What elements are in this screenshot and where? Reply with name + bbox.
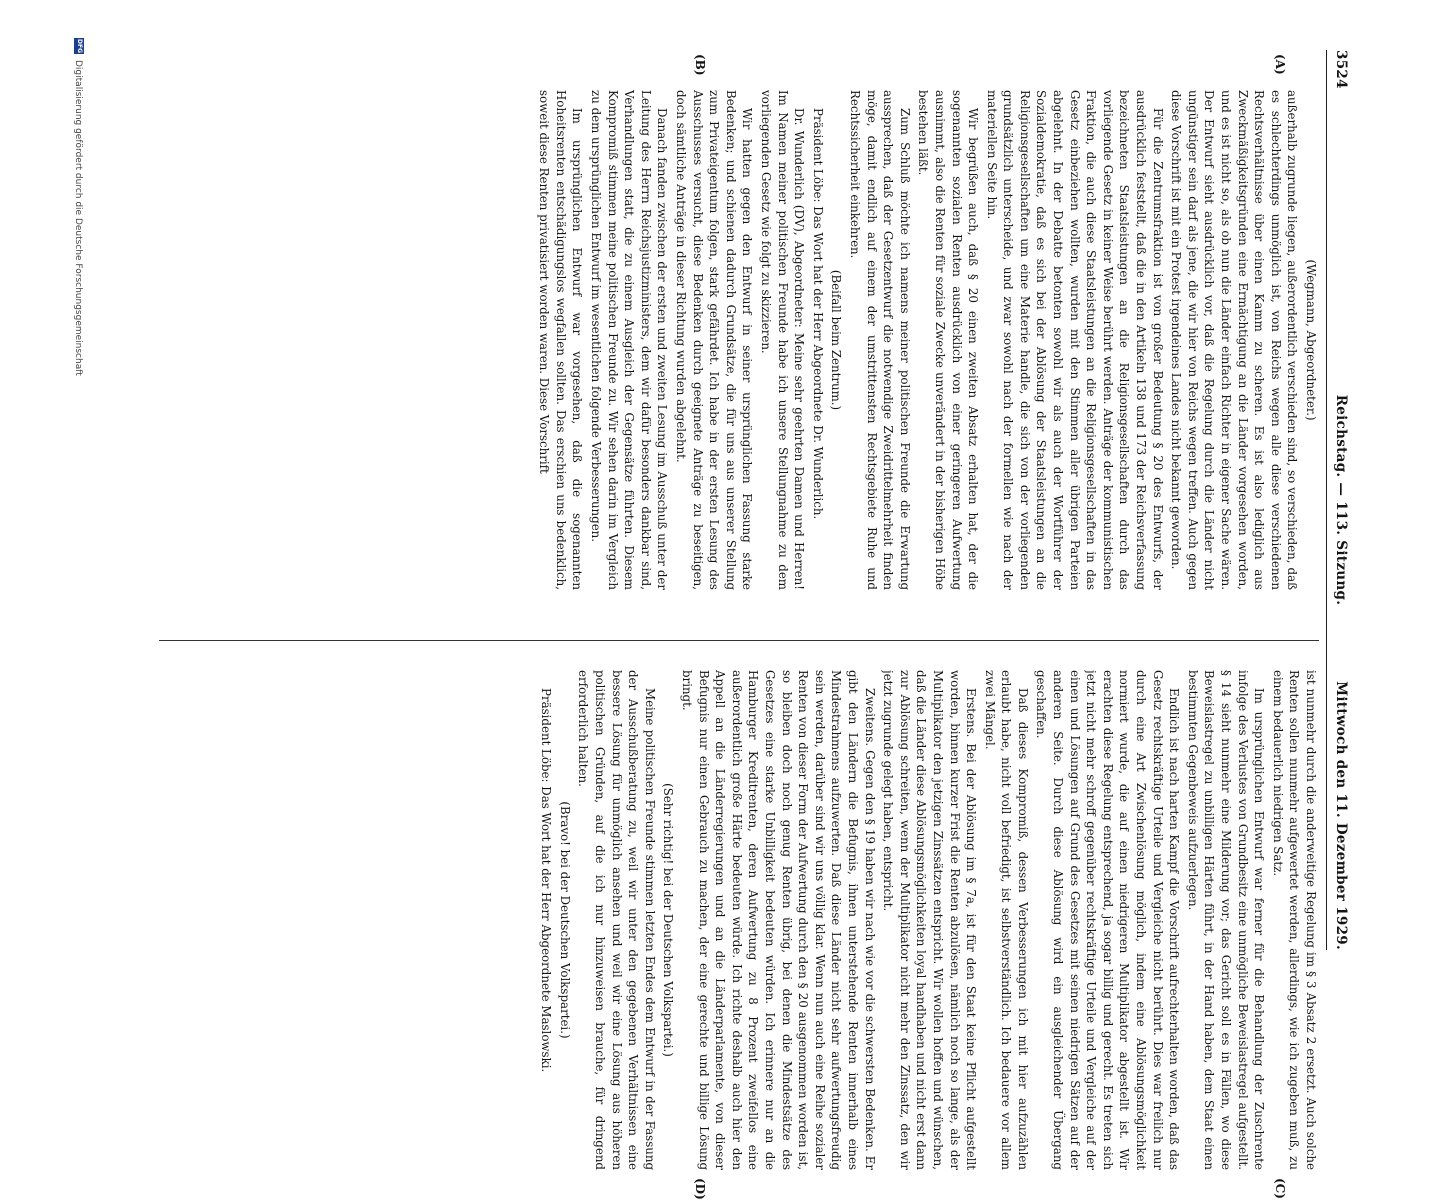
margin-marker-d: (D) [693, 1178, 707, 1200]
paragraph: Zum Schluß möchte ich namens meiner politischen Freunde die Erwartung aussprechen, daß der Gesetzentwurf die notwendige Zweidrittelmehrheit finden möge, damit endlich auf einem der umstrittensten Rechtsgebiete Ruhe und Rechtssicherheit einkehren. [847, 90, 912, 590]
paragraph: Im ursprünglichen Entwurf war vorgesehen, daß die sogenannten Hoheitsrenten entschädigungslos wegfallen sollten. Das erschien uns bedenklich, soweit diese Renten privatisiert worden waren. Diese Vorschrift [537, 90, 585, 590]
digitization-credit [73, 38, 83, 376]
left-text-column [159, 90, 1319, 590]
paragraph: Wir hatten gegen den Entwurf in seiner ursprünglichen Fassung starke Bedenken; und schienen dadurch Grundsätze, die für uns aus unserer Stellung zum Privateigentum folgen, stark gefährdet. Ich habe in der ersten Lesung des Ausschusses versucht, diese Bedenken durch geeignete Anträge zu beseitigen, doch sämtliche Anträge in dieser Richtung wurden abgelehnt. [674, 90, 755, 590]
paragraph: Dr. Wunderlich (DV), Abgeordneter: Meine sehr geehrten Damen und Herren! Im Namen meiner politischen Freunde habe ich unsere Stellungnahme zu dem vorliegenden Gesetz wie folgt zu skizzieren. [759, 90, 807, 590]
paragraph: Meine politischen Freunde stimmen letzten Endes dem Entwurf in der Fassung der Ausschußberatung zu, weil wir unter den gegebenen Verhältnissen eine bessere Lösung für unmöglich ansehen und weil wir eine Lösung aus höheren politischen Gründen, auf die ich nur hinzuweisen brauche, für dringend erforderlich halten. [576, 670, 657, 1170]
paragraph: außerhalb zugrunde liegen, außerordentlich verschieden sind, so verschieden, daß es schlechterdings unmöglich ist, von Reichs wegen alle diese verschiedenen Rechtsverhältnisse über einen Kamm zu scheren. Es ist also lediglich aus Zweckmäßigkeitsgründen eine Ermächtigung an die Länder vorgesehen worden, und es ist nicht so, als ob nun die Länder einfach Richter in eigener Sache wären. Der Entwurf sieht ausdrücklich vor, daß die Regelung durch die Länder nicht ungünstiger sein darf als jene, die wir hier von Reichs wegen treffen. Auch gegen diese Vorschrift ist mit ein Protest irgendeines Landes nicht bekannt geworden. [1169, 90, 1300, 590]
president-statement: Präsident Löbe: Das Wort hat der Herr Abgeordnete Dr. Wunderlich. [810, 108, 825, 520]
applause-note: (Beifall beim Zentrum.) [829, 269, 844, 411]
header-rule [1326, 50, 1327, 950]
session-date: Mittwoch den 11. Dezember 1929. [1333, 681, 1349, 950]
paragraph: Zweitens. Gegen den § 19 haben wir nach wie vor die schwersten Bedenken. Er gibt den Ländern die Befugnis, ihnen unterstehende Renten innerhalb eines Mindestrahmens aufzuwerten. Daß diese Länder nicht sehr aufwertungsfreudig sein werden, darüber sind wir uns völlig klar. Wenn nun auch eine Reihe sozialer Renten von dieser Form der Aufwertung durch den § 20 ausgenommen worden ist, so bleiben doch noch genug Renten übrig, bei denen die Mindestsätze des Gesetzes eine starke Unbilligkeit bedeuten würden. Ich erinnere nur an die Hamburger Kreditrenten, deren Aufwertung zu 8 Prozent zweifellos eine außerordentlich große Härte bedeuten würde. Ich richte deshalb auch hier den Appell an die Länderregierungen und an die Länderparlamente, von dieser Befugnis nur einen Gebrauch zu machen, der eine gerechte und billige Lösung bringt. [680, 670, 877, 1170]
page-header [1327, 50, 1349, 950]
speaker-heading: (Wegmann, Abgeordneter.) [1304, 259, 1318, 421]
paragraph: Im ursprünglichen Entwurf war ferner für die Behandlung der Zuschrente infolge des Verlustes von Grundbesitz eine unmögliche Beweislastregel aufgestellt. § 14 sieht nunmehr eine Milderung vor; das Gericht soll es in Fällen, wo diese Beweislastregel zu unbilligen Härten führt, in der Hand haben, dem Staat einen bestimmten Gegenbeweis aufzuerlegen. [1185, 670, 1267, 1170]
paragraph: Für die Zentrumsfraktion ist von großer Bedeutung § 20 des Entwurfs, der ausdrücklich feststellt, daß die in den Artikeln 138 und 173 der Reichsverfassung bezeichneten Staatsleistungen an die Religionsgesellschaften durch das vorliegende Gesetz in keiner Weise berührt werden. Anträge der kommunistischen Fraktion, die auch diese Staatsleistungen an die Religionsgesellschaften in das Gesetz einbeziehen wollten, wurden mit den Stimmen aller übrigen Parteien abgelehnt. In der Debatte betonten sowohl wir als auch der Wortführer der Sozialdemokratie, daß es sich bei der Ablösung der Staatsleistungen an die Religionsgesellschaften um eine Materie handle, die sich von der vorliegenden grundsätzlich unterscheide, und zwar sowohl nach der formellen wie nach der materiellen Seite hin. [984, 90, 1165, 590]
paragraph: Daß dieses Kompromiß, dessen Verbesserungen ich mit hier aufzuzählen erlaubt habe, nicht voll befriedigt, ist selbstverständlich. Ich bedauere vor allem zwei Mängel. [982, 670, 1030, 1170]
rotated-page [73, 30, 1357, 1200]
margin-marker-b: (B) [693, 54, 707, 76]
paragraph: Danach fanden zwischen der ersten und zweiten Lesung im Ausschuß unter der Leitung des Herrn Reichsjustizministers, dem wir dafür besonders dankbar sind, Verhandlungen statt, die zu einem Ausgleich der Gegensätze führten. Diesem Kompromiß stimmen meine politischen Freunde zu. Wir sehen darin im Vergleich zu dem ursprünglichen Entwurf im wesentlichen folgende Verbesserungen. [589, 90, 670, 590]
paragraph: Erstens. Bei der Ablösung im § 7a, ist für den Staat keine Pflicht aufgestellt worden, binnen kurzer Frist die Renten abzulösen, nämlich noch so lange, als der Multiplikator den jetzigen Zinssätzen entspricht. Wir wollen hoffen und wünschen, daß die Länder diese Ablösungsmöglichkeiten loyal handhaben und nicht erst dann zur Ablösung schreiten, wenn der Multiplikator nicht mehr den Zinssatz, den wir jetzt zugrunde gelegt haben, entspricht. [881, 670, 979, 1170]
page-number: 3524 [1333, 50, 1349, 89]
margin-marker-a: (A) [1273, 54, 1287, 75]
applause-note: (Bravo! bei der Deutschen Volkspartei.) [557, 801, 572, 1039]
right-text-column [159, 670, 1319, 1170]
paragraph: Wir begrüßen auch, daß § 20 einen zweiten Absatz erhalten hat, der die sogenannten sozialen Renten ausdrücklich von einer geringeren Aufwertung ausnimmt, also die Renten für soziale Zwecke unverändert in der bisherigen Höhe bestehen läßt. [916, 90, 981, 590]
interjection-note: (Sehr richtig! bei der Deutschen Volkspartei.) [661, 783, 676, 1057]
paragraph: Endlich ist nach harten Kampf die Vorschrift aufrechterhalten worden, daß das Gesetz rechtskräftige Urteile und Vergleiche nicht berührt. Dies war freilich nur durch eine Art Zwischenlösung möglich, indem eine Ablösungsmöglichkeit normiert wurde, die auf einen niedrigeren Multiplikator abgestellt ist. Wir erachten diese Regelung entsprechend, ja sogar billig und gerecht. Es treten sich jetzt nicht mehr schroff gegenüber rechtskräftige Urteile und Vergleiche auf der einen und Lösungen auf Grund des Gesetzes mit seinen niedrigen Sätzen auf der anderen Seite. Durch diese Ablösung wird ein ausgleichender Übergang geschaffen. [1034, 670, 1182, 1170]
column-divider [159, 640, 1319, 641]
margin-marker-c: (C) [1273, 1178, 1287, 1199]
credit-text: Digitalisierung gefördert durch die Deutsche Forschungsgemeinschaft [73, 60, 83, 376]
session-title: Reichstag. — 113. Sitzung. [1333, 394, 1349, 606]
dfg-logo: DFG [76, 38, 83, 53]
president-statement: Präsident Löbe: Das Wort hat der Herr Abgeordnete Maslowski. [539, 688, 554, 1073]
paragraph: ist nunmehr durch die anderweitige Regelung im § 3 Absatz 2 ersetzt. Auch solche Renten sollen nunmehr aufgewertet werden, allerdings, wie ich zugeben muß, zu einem bedauerlich niedrigen Satz. [1270, 670, 1318, 1170]
